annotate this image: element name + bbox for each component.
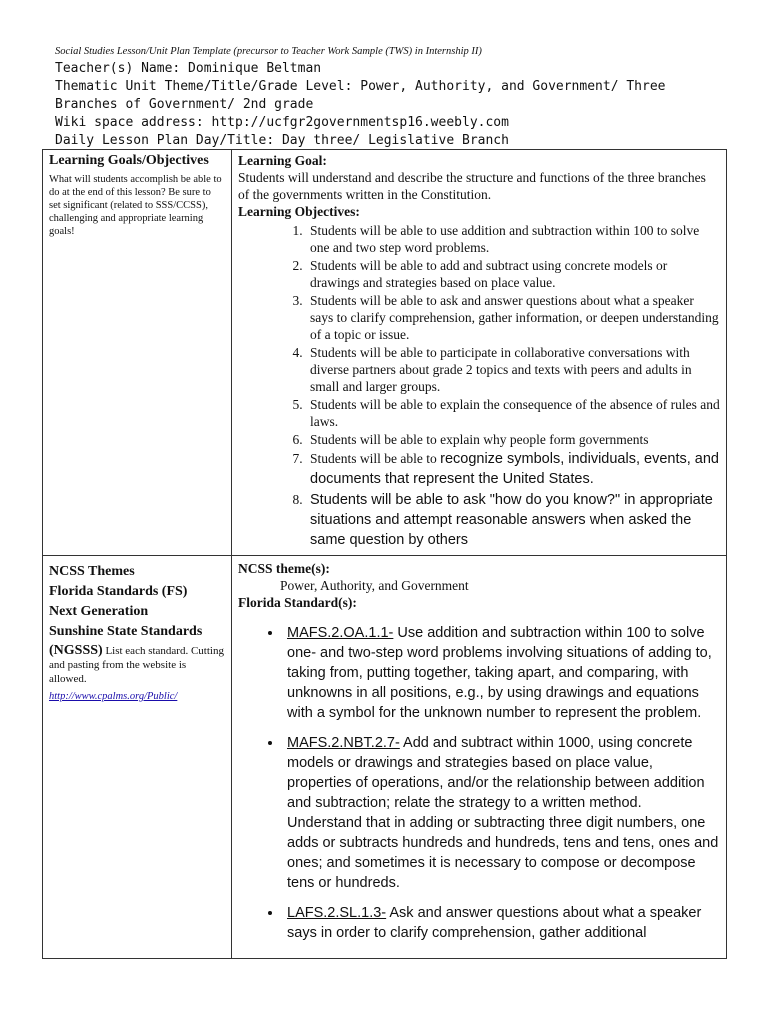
ncss-theme-heading: NCSS theme(s): <box>238 561 330 576</box>
cpalms-link[interactable]: http://www.cpalms.org/Public/ <box>49 691 178 702</box>
ngsss-instructions-text: List each standard. Cutting and pasting from the website is allowed. <box>49 645 224 685</box>
standard-text: Add and subtract within 1000, using concrete models or drawings and strategies based on place value, properties of operations, and/or the relationship between addition and subtraction; relate the strategy to a written method. Understand that in adding or subtracting three digit numbers, one adds or subtracts hundreds and hundreds, tens and tens, ones and ones; and sometimes it is necessary to compose or decompose tens or hundreds. <box>287 735 719 891</box>
standard-item <box>283 623 720 723</box>
next-generation-label: Next Generation <box>49 604 149 619</box>
objectives-list <box>238 222 720 550</box>
standard-text: Ask and answer questions about what a speaker says in order to clarify comprehension, gather additional <box>287 905 702 941</box>
objective-item: 3. Students will be able to ask and answer questions about what a speaker says to clarify comprehension, gather information, or deepen understanding of a topic or issue. <box>306 292 720 343</box>
learning-goal-heading: Learning Goal: <box>238 153 327 168</box>
objective-item <box>306 449 720 489</box>
standard-text: Use addition and subtraction within 100 to solve one- and two-step word problems involving situations of adding to, taking from, putting together, taking apart, and comparing, with unknowns in all positions, e.g., by using drawings and equations with a symbol for the unknown number to represent the problem. <box>287 625 712 721</box>
objective-item: 5. Students will be able to explain the consequence of the absence of rules and laws. <box>306 396 720 430</box>
florida-standards-label: Florida Standards (FS) <box>49 584 188 599</box>
learning-goals-label-cell <box>43 150 232 556</box>
learning-goals-row <box>43 150 727 556</box>
unit-theme-line: Thematic Unit Theme/Title/Grade Level: Power, Authority, and Government/ Three Branches of Government/ 2nd grade <box>55 79 666 112</box>
document-header <box>55 46 735 150</box>
objective-item <box>306 490 720 550</box>
ncss-themes-label: NCSS Themes <box>49 564 135 579</box>
objective-8-text: Students will be able to ask "how do you know?" in appropriate situations and attempt reasonable answers when asked the same question by others <box>310 492 713 548</box>
florida-standard-heading: Florida Standard(s): <box>238 595 357 610</box>
objective-7-prefix: Students will be able to <box>310 451 441 466</box>
daily-lesson-line: Daily Lesson Plan Day/Title: Day three/ Legislative Branch <box>55 133 509 148</box>
objective-item: 1. Students will be able to use addition and subtraction within 100 to solve one and two step word problems. <box>306 222 720 256</box>
standard-code: MAFS.2.OA.1.1- <box>287 625 394 641</box>
ncss-theme-value: Power, Authority, and Government <box>280 578 469 593</box>
learning-goals-content-cell <box>232 150 727 556</box>
standards-list <box>238 623 720 943</box>
template-title: Social Studies Lesson/Unit Plan Template (precursor to Teacher Work Sample (TWS) in Internship II) <box>55 46 482 57</box>
learning-goals-heading: Learning Goals/Objectives <box>49 153 209 168</box>
standard-code: MAFS.2.NBT.2.7- <box>287 735 400 751</box>
sunshine-state-label: Sunshine State Standards <box>49 624 203 639</box>
objective-item: 6. Students will be able to explain why people form governments <box>306 431 720 448</box>
objective-item: 2. Students will be able to add and subtract using concrete models or drawings and strategies based on place value. <box>306 257 720 291</box>
standards-label-cell <box>43 556 232 959</box>
learning-objectives-heading: Learning Objectives: <box>238 204 360 219</box>
lesson-plan-table <box>42 149 727 959</box>
objective-7-rest: recognize symbols, individuals, events, and documents that represent the United States. <box>310 451 719 487</box>
objective-item: 4. Students will be able to participate in collaborative conversations with diverse partners about grade 2 topics and texts with peers and adults in small and larger groups. <box>306 344 720 395</box>
ngsss-label: (NGSSS) <box>49 643 103 658</box>
teacher-name-line: Teacher(s) Name: Dominique Beltman <box>55 61 322 76</box>
standards-row <box>43 556 727 959</box>
wiki-address-line: Wiki space address: http://ucfgr2governmentsp16.weebly.com <box>55 115 509 130</box>
learning-goals-description: What will students accomplish be able to do at the end of this lesson? Be sure to set significant (related to SSS/CCSS), challenging and appropriate learning goals! <box>49 174 222 237</box>
standard-item <box>283 903 720 943</box>
standards-content-cell <box>232 556 727 959</box>
learning-goal-text: Students will understand and describe the structure and functions of the three branches of the governments written in the Constitution. <box>238 170 706 202</box>
standard-code: LAFS.2.SL.1.3- <box>287 905 387 921</box>
ngsss-instructions <box>49 644 225 686</box>
standard-item <box>283 733 720 893</box>
